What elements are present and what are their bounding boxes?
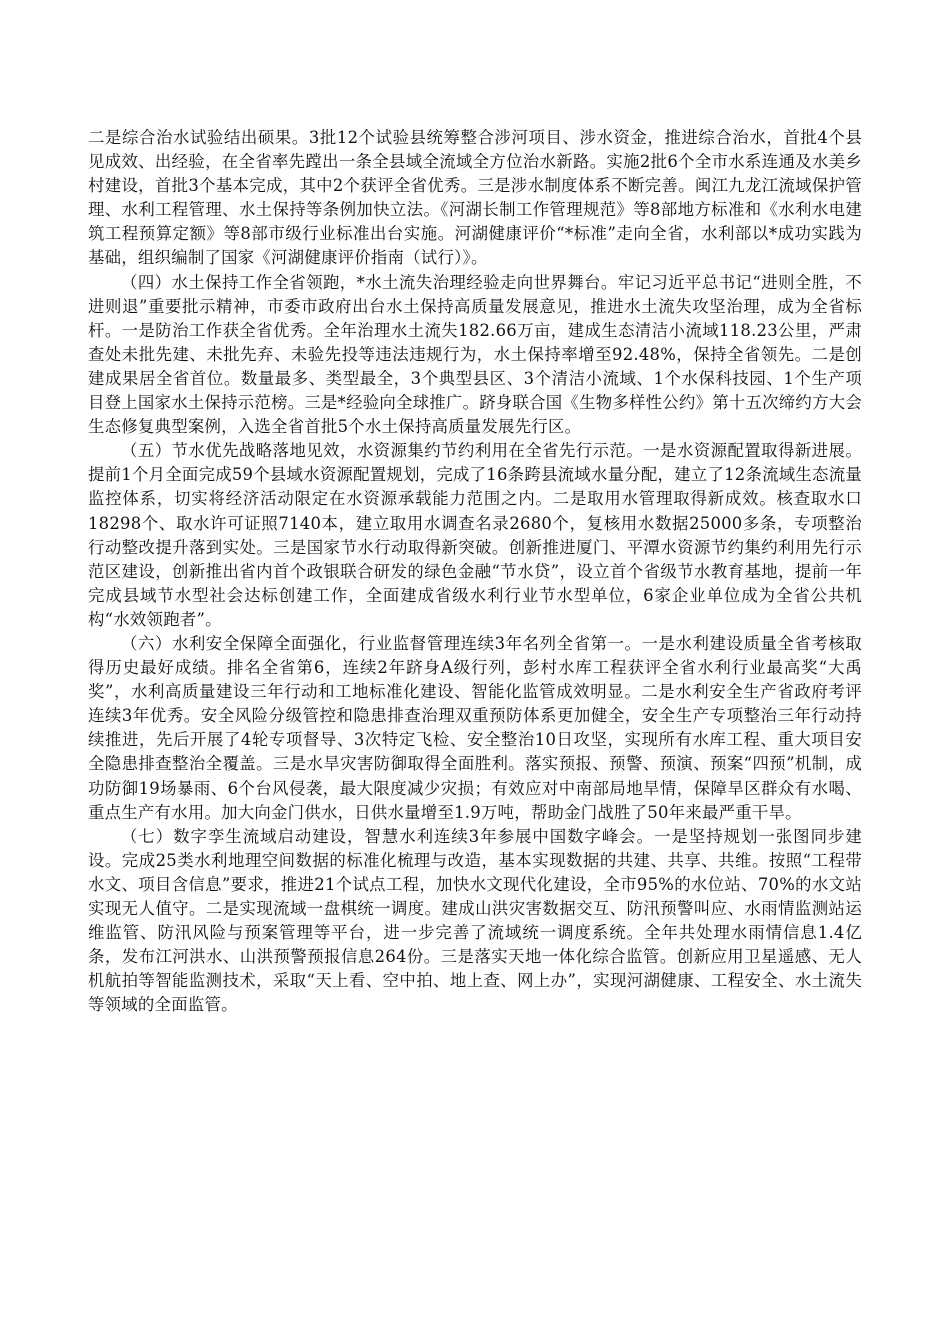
- paragraph-comprehensive-water-governance: 二是综合治水试验结出硕果。3批12个试验县统筹整合涉河项目、涉水资金，推进综合治水，首批4个县见成效、出经验，在全省率先蹚出一条全县域全流域全方位治水新路。实施2批6个全市水系连通及水美乡村建设，首批3个基本完成，其中2个获评全省优秀。三是涉水制度体系不断完善。闽江九龙江流域保护管理、水利工程管理、水土保持等条例加快立法。《河湖长制工作管理规范》等8部地方标准和《水利水电建筑工程预算定额》等8部市级行业标准出台实施。河湖健康评价“*标准”走向全省，水利部以*成功实践为基础，组织编制了国家《河湖健康评价指南（试行）》。: [88, 128, 862, 268]
- paragraph-section-6-water-safety: （六）水利安全保障全面强化，行业监督管理连续3年名列全省第一。一是水利建设质量全省考核取得历史最好成绩。排名全省第6，连续2年跻身A级行列，彭村水库工程获评全省水利行业最高奖“大禹奖”，水利高质量建设三年行动和工地标准化建设、智能化监管成效明显。二是水利安全生产省政府考评连续3年优秀。安全风险分级管控和隐患排查治理双重预防体系更加健全，安全生产专项整治三年行动持续推进，先后开展了4轮专项督导、3次特定飞检、安全整治10日攻坚，实现所有水库工程、重大项目安全隐患排查整治全覆盖。三是水旱灾害防御取得全面胜利。落实预报、预警、预演、预案“四预”机制，成功防御19场暴雨、6个台风侵袭，最大限度减少灾损；有效应对中南部局地旱情，保障旱区群众有水喝、重点生产有水用。加大向金门供水，日供水量增至1.9万吨，帮助金门战胜了50年来最严重干旱。: [88, 633, 862, 822]
- paragraph-section-4-soil-conservation: （四）水土保持工作全省领跑，*水土流失治理经验走向世界舞台。牢记习近平总书记“进则全胜，不进则退”重要批示精神，市委市政府出台水土保持高质量发展意见，推进水土流失攻坚治理，成为全省标杆。一是防治工作获全省优秀。全年治理水土流失182.66万亩，建成生态清洁小流域118.23公里，严肃查处未批先建、未批先弃、未验先投等违法违规行为，水土保持率增至92.48%，保持全省领先。二是创建成果居全省首位。数量最多、类型最全，3个典型县区、3个清洁小流域、1个水保科技园、1个生产项目登上国家水土保持示范榜。三是*经验向全球推广。跻身联合国《生物多样性公约》第十五次缔约方大会生态修复典型案例，入选全省首批5个水土保持高质量发展先行区。: [88, 272, 862, 437]
- paragraph-section-7-digital-twin: （七）数字孪生流域启动建设，智慧水利连续3年参展中国数字峰会。一是坚持规划一张图同步建设。完成25类水利地理空间数据的标准化梳理与改造，基本实现数据的共建、共享、共维。按照“工程带水文、项目含信息”要求，推进21个试点工程，加快水文现代化建设，全市95%的水位站、70%的水文站实现无人值守。二是实现流域一盘棋统一调度。建成山洪灾害数据交互、防汛预警叫应、水雨情监测站运维监管、防汛风险与预案管理等平台，进一步完善了流域统一调度系统。全年共处理水雨情信息1.4亿条，发布江河洪水、山洪预警预报信息264份。三是落实天地一体化综合监管。创新应用卫星遥感、无人机航拍等智能监测技术，采取“天上看、空中拍、地上查、网上办”，实现河湖健康、工程安全、水土流失等领域的全面监管。: [88, 826, 862, 1015]
- paragraph-section-5-water-saving: （五）节水优先战略落地见效，水资源集约节约利用在全省先行示范。一是水资源配置取得新进展。提前1个月全面完成59个县域水资源配置规划，完成了16条跨县流域水量分配，建立了12条流域生态流量监控体系，切实将经济活动限定在水资源承载能力范围之内。二是取用水管理取得新成效。核查取水口18298个、取水许可证照7140本，建立取用水调查名录2680个，复核用水数据25000多条，专项整治行动整改提升落到实处。三是国家节水行动取得新突破。创新推进厦门、平潭水资源节约集约利用先行示范区建设，创新推出省内首个政银联合研发的绿色金融“节水贷”，设立首个省级节水教育基地，提前一年完成县域节水型社会达标创建工作，全面建成省级水利行业节水型单位，6家企业单位成为全省公共机构“水效领跑者”。: [88, 441, 862, 629]
- document-page: [88, 126, 862, 1017]
